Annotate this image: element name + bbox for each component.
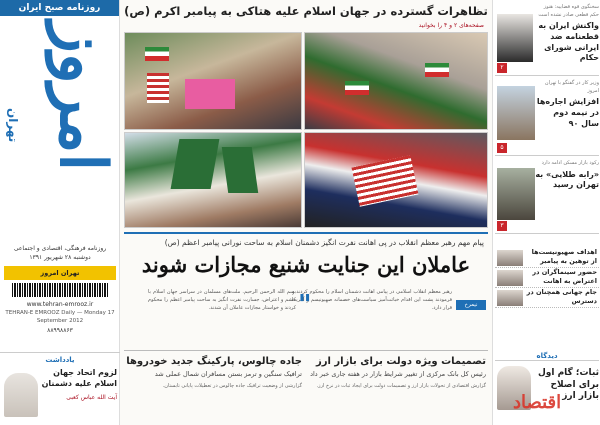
side-story-headline: واکنش ایران به قطعنامه ضد ایرانی شورای حکام bbox=[538, 21, 599, 63]
newspaper-logo[interactable] bbox=[4, 22, 120, 232]
story-body: گزارش اقتصادی از تحولات بازار ارز و تصمیمات دولت برای ایجاد ثبات در نرخ ارز. bbox=[316, 383, 486, 389]
side-story-3[interactable] bbox=[495, 160, 599, 234]
flag-icon bbox=[171, 139, 220, 189]
caption-photo bbox=[497, 270, 523, 286]
flag-icon bbox=[351, 155, 418, 207]
flag-icon bbox=[222, 147, 258, 193]
story-headline: جاده چالوس، پارکینگ جدید خودروها bbox=[126, 356, 302, 367]
author-photo bbox=[4, 373, 38, 417]
lead-headline[interactable]: عاملان این جنایت شنیع مجازات شوند bbox=[141, 252, 471, 277]
logo-subtext: تهران bbox=[6, 108, 20, 143]
note-header: یادداشت bbox=[45, 356, 75, 364]
flag-icon bbox=[425, 63, 449, 77]
flag-icon bbox=[147, 73, 169, 103]
page-number-badge: ۵ bbox=[497, 143, 507, 153]
side-story-photo bbox=[497, 14, 533, 62]
masthead-top-label: روزنامه صبح ایران bbox=[0, 0, 119, 16]
protest-photo-1[interactable] bbox=[124, 32, 302, 130]
watermark-logo: اقتصاد bbox=[513, 392, 562, 413]
story-kicker: ترافیک سنگین و ترمز بستن مسافران شمال عملی شد bbox=[154, 370, 302, 378]
divider bbox=[124, 232, 488, 234]
caption-photo bbox=[497, 250, 523, 266]
caption-text: اهداف صهیونیست‌ها از توهین به پیامبر bbox=[531, 248, 597, 266]
protest-sign bbox=[185, 79, 235, 109]
caption-text: حضور سینماگران در اعتراض به اهانت bbox=[532, 268, 597, 286]
lead-kicker: پیام مهم رهبر معظم انقلاب در پی اهانت نفرت انگیز دشمنان اسلام به ساحت نورانی پیامبر اعظم (ص) bbox=[164, 238, 484, 247]
story-headline: تصمیمات ویژه دولت برای بازار ارز bbox=[315, 356, 486, 367]
note-title: لزوم اتحاد جهان اسلام علیه دشمنان bbox=[41, 368, 117, 388]
phone-number: ۸۸۹۹۸۸۶۳ bbox=[47, 326, 73, 334]
opinion-title[interactable]: ثبات؛ گام اول برای اصلاح بازار ارز bbox=[537, 368, 599, 402]
section-tag: نیمرخ bbox=[456, 300, 486, 310]
side-story-2[interactable] bbox=[495, 80, 599, 156]
page-number-badge: ۲ bbox=[497, 63, 507, 73]
story-chalus-road[interactable] bbox=[126, 356, 302, 425]
side-column bbox=[492, 0, 600, 425]
quote-mark-icon: " bbox=[298, 290, 312, 320]
caption-item[interactable] bbox=[495, 268, 599, 288]
caption-text: جام جهانی همچنان در دسترس bbox=[526, 288, 597, 306]
side-story-headline: افزایش اجاره‌ها در نیمه دوم سال ۹۰ bbox=[536, 97, 599, 128]
caption-item[interactable] bbox=[495, 288, 599, 308]
flag-icon bbox=[145, 47, 169, 61]
barcode bbox=[12, 283, 108, 297]
top-headline[interactable]: تظاهرات گسترده در جهان اسلام علیه هتاکی به پیامبر اکرم (ص) bbox=[124, 4, 488, 18]
protest-photo-3[interactable] bbox=[124, 132, 302, 228]
side-story-1[interactable] bbox=[495, 4, 599, 76]
opinion-header: دیدگاه bbox=[495, 352, 599, 361]
caption-item[interactable] bbox=[495, 248, 599, 268]
masthead-info bbox=[4, 244, 116, 335]
story-kicker: رئیس کل بانک مرکزی از تغییر شرایط بازار در هفته جاری خبر داد bbox=[310, 370, 486, 378]
info-english: TEHRAN-E EMROOZ Daily — Monday 17 September 2012 bbox=[5, 310, 115, 325]
side-captions bbox=[495, 248, 599, 308]
info-line-3[interactable]: www.tehran-emrooz.ir bbox=[26, 301, 94, 308]
side-story-kicker: وزیر کار در گفتگو با تهران امروز bbox=[544, 80, 599, 94]
story-body: گزارشی از وضعیت ترافیک جاده چالوس در تعطیلات پایانی تابستان. bbox=[162, 383, 302, 389]
top-headline-ref: صفحه‌های ۲ و ۴ را بخوانید bbox=[418, 22, 484, 29]
story-currency[interactable] bbox=[310, 356, 486, 425]
lead-body-right: رهبر معظم انقلاب اسلامی در پیامی اهانت دشمنان اسلام را محکوم کردند و فرمودند پشت این اقدام خباثت‌آمیز سیاست‌های خصمانه صهیونیسم و آمریکا قرار دارد. bbox=[292, 289, 452, 311]
note-box[interactable] bbox=[0, 352, 120, 425]
lead-body-left: بسم الله الرحمن الرحیم. ملت‌های مسلمان در سراسر جهان اسلام با خشم و اعتراض، جسارت نفرت انگیز به ساحت پیامبر اعظم را محکوم کردند و خواستار مجازات عاملان آن شدند. bbox=[148, 289, 296, 311]
protest-photo-2[interactable] bbox=[304, 32, 488, 130]
info-line-2: دوشنبه ۲۸ شهریور ۱۳۹۱ bbox=[29, 254, 91, 261]
flag-icon bbox=[345, 81, 369, 95]
side-story-kicker: سخنگوی قوه قضاییه: هنوز حکم قطعی صادر نشده است bbox=[538, 4, 599, 18]
side-story-kicker: رکود بازار مسکن ادامه دارد bbox=[541, 160, 599, 166]
note-author: آیت الله عباس کعبی bbox=[66, 393, 117, 401]
divider bbox=[124, 350, 488, 351]
side-story-photo bbox=[497, 86, 535, 140]
page-number-badge: ۳ bbox=[497, 221, 507, 231]
side-story-photo bbox=[497, 168, 535, 220]
protest-photo-4[interactable] bbox=[304, 132, 488, 228]
info-yellow-bar: تهران امروز bbox=[4, 266, 116, 280]
caption-photo bbox=[497, 290, 523, 306]
main-column bbox=[122, 0, 490, 425]
info-line-1: روزنامه فرهنگی، اقتصادی و اجتماعی bbox=[13, 245, 107, 252]
logo-text: امروز bbox=[45, 22, 120, 172]
side-story-headline: «رابه طلایی» به تهران رسید bbox=[535, 169, 599, 190]
masthead-column bbox=[0, 0, 120, 425]
